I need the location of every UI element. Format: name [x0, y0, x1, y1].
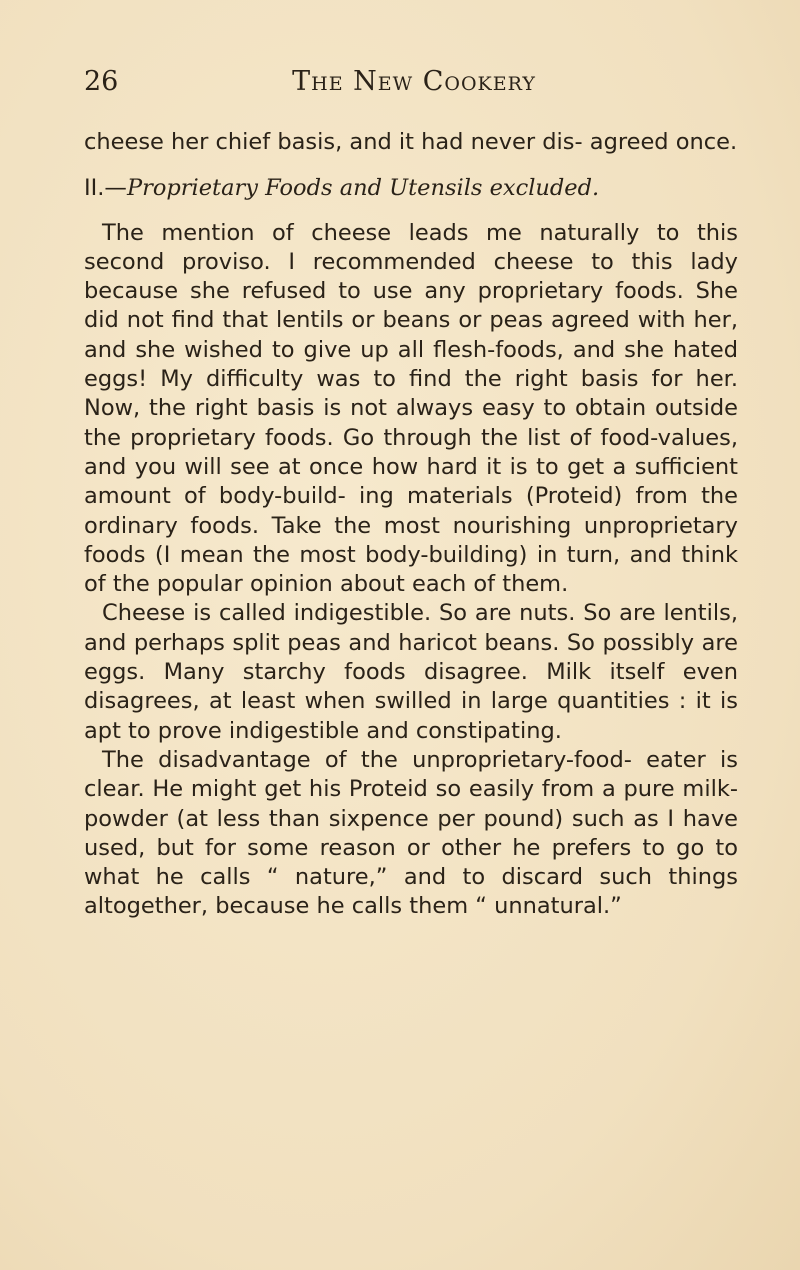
section-heading: [84, 174, 738, 203]
section-title: Proprietary Foods and Utensils excluded.: [126, 175, 600, 202]
paragraph: The disadvantage of the unproprietary-food- eater is clear. He might get his Proteid so easily from a pure milk-powder (at less than sixpence per pound) such as I have used, but for some reason or other he prefers to go to what he calls “ nature,” and to discard such things altogether, because he calls them “ unnatural.”: [84, 746, 738, 920]
section-number: II.—: [84, 175, 127, 202]
page-number: 26: [84, 66, 119, 97]
continuation-paragraph: cheese her chief basis, and it had never dis- agreed once.: [84, 129, 738, 155]
paragraph: Cheese is called indigestible. So are nuts. So are lentils, and perhaps split peas and haricot beans. So possibly are eggs. Many starchy foods disagree. Milk itself even disagrees, at least when swilled in large quantities : it is apt to prove indigestible and constipating.: [84, 600, 738, 744]
page-header: [84, 66, 744, 106]
running-title: The New Cookery: [292, 66, 536, 97]
paragraph: The mention of cheese leads me naturally to this second proviso. I recommended cheese to this lady because she refused to use any proprietary foods. She did not find that lentils or beans or peas agreed with her, and she wished to give up all flesh-foods, and she hated eggs! My difficulty was to find the right basis for her. Now, the right basis is not always easy to obtain outside the proprietary foods. Go through the list of food-values, and you will see at once how hard it is to get a sufficient amount of body-build- ing materials (Proteid) from the ordinary foods. Take the most nourishing unproprietary foods (I mean the most body-building) in turn, and think of the popular opinion about each of them.: [84, 219, 738, 598]
body-text: [84, 128, 738, 922]
